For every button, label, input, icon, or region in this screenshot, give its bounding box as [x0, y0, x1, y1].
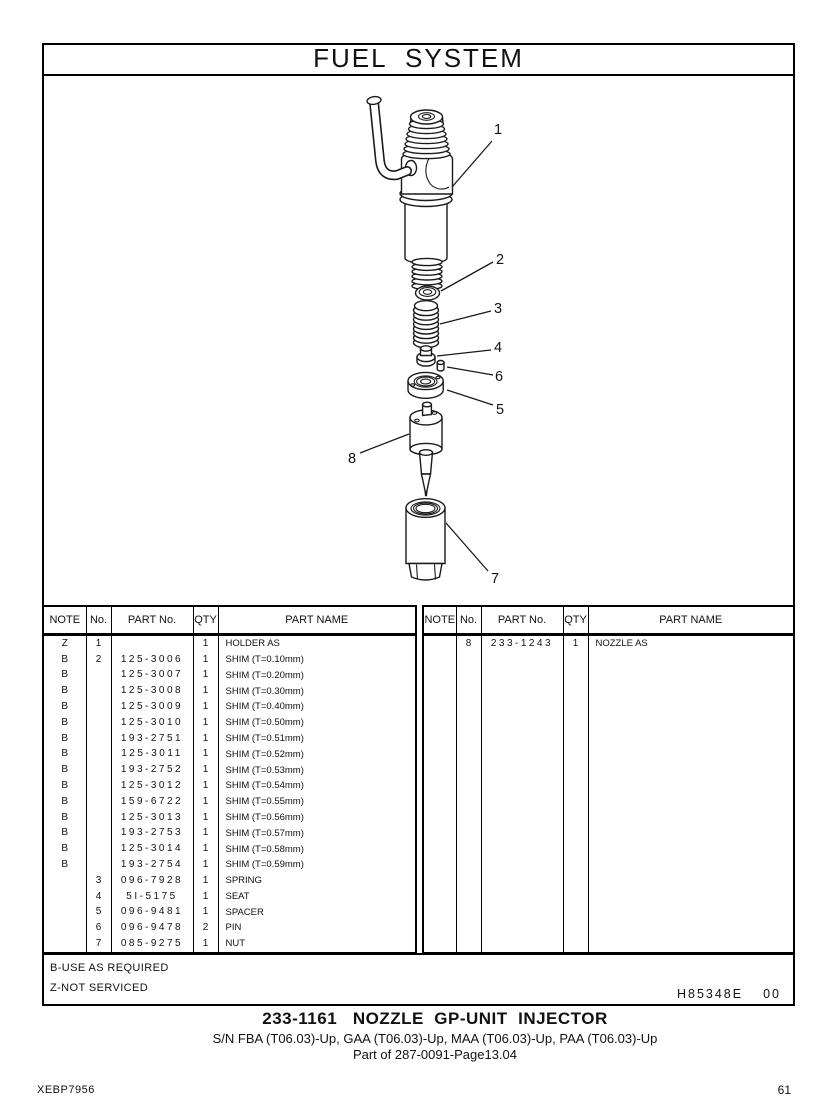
cell-qty	[563, 905, 588, 921]
cell-part-name	[588, 683, 794, 699]
cell-note: B	[43, 794, 86, 810]
cell-part-name	[588, 794, 794, 810]
cell-part-no: 096-9481	[111, 905, 193, 921]
col-header-part-no: PART No.	[481, 606, 563, 635]
table-row	[423, 652, 794, 668]
cell-no	[456, 794, 481, 810]
cell-part-name	[588, 920, 794, 936]
table-row	[43, 873, 416, 889]
cell-qty	[563, 699, 588, 715]
cell-qty	[563, 668, 588, 684]
col-header-note: NOTE	[43, 606, 86, 635]
cell-note: B	[43, 778, 86, 794]
table-row	[423, 810, 794, 826]
cell-qty: 1	[193, 889, 218, 905]
cell-qty: 1	[193, 715, 218, 731]
cell-part-name	[588, 778, 794, 794]
cell-no: 8	[456, 635, 481, 652]
callout-5: 5	[495, 402, 505, 418]
cell-note	[423, 652, 456, 668]
cell-part-no	[481, 731, 563, 747]
page-number: 61	[777, 1083, 791, 1097]
cell-no	[456, 699, 481, 715]
col-header-note: NOTE	[423, 606, 456, 635]
parts-table-right	[422, 605, 795, 954]
cell-no	[86, 810, 111, 826]
cell-no	[456, 889, 481, 905]
cell-note	[43, 889, 86, 905]
cell-no: 5	[86, 905, 111, 921]
caption-part-of: Part of 287-0091-Page13.04	[352, 1047, 518, 1062]
cell-part-no	[481, 699, 563, 715]
table-row	[43, 699, 416, 715]
cell-part-no	[481, 857, 563, 873]
cell-part-name: SHIM (T=0.30mm)	[218, 683, 416, 699]
cell-no	[456, 826, 481, 842]
table-row	[43, 810, 416, 826]
cell-part-no	[481, 668, 563, 684]
cell-qty	[563, 873, 588, 889]
cell-note	[423, 762, 456, 778]
table-row	[43, 905, 416, 921]
cell-qty	[563, 810, 588, 826]
cell-no	[456, 715, 481, 731]
caption-serial-numbers: S/N FBA (T06.03)-Up, GAA (T06.03)-Up, MAA (T06.03)-Up, PAA (T06.03)-Up	[212, 1031, 658, 1046]
cell-part-no: 159-6722	[111, 794, 193, 810]
callout-1: 1	[493, 122, 503, 138]
cell-part-name	[588, 905, 794, 921]
cell-no	[86, 683, 111, 699]
cell-qty: 1	[193, 778, 218, 794]
cell-part-name: SPACER	[218, 905, 416, 921]
cell-part-no: 193-2754	[111, 857, 193, 873]
cell-note	[423, 936, 456, 953]
cell-qty: 1	[193, 668, 218, 684]
cell-no	[86, 699, 111, 715]
table-row	[43, 794, 416, 810]
cell-part-no	[481, 905, 563, 921]
cell-qty	[563, 826, 588, 842]
cell-part-no	[481, 762, 563, 778]
cell-no	[86, 762, 111, 778]
cell-note: B	[43, 826, 86, 842]
callout-2: 2	[495, 252, 505, 268]
cell-note: B	[43, 668, 86, 684]
parts-table-left	[42, 605, 417, 954]
cell-part-no	[481, 826, 563, 842]
cell-part-name: HOLDER AS	[218, 635, 416, 652]
cell-note: B	[43, 683, 86, 699]
cell-part-name: NOZZLE AS	[588, 635, 794, 652]
cell-part-no	[481, 652, 563, 668]
nozzle-as-drawing	[410, 402, 442, 495]
cell-note: Z	[43, 635, 86, 652]
cell-part-name	[588, 810, 794, 826]
col-header-part-no: PART No.	[111, 606, 193, 635]
table-header-row	[43, 606, 416, 635]
cell-note	[423, 668, 456, 684]
cell-part-name	[588, 873, 794, 889]
table-row	[423, 841, 794, 857]
cell-note: B	[43, 762, 86, 778]
cell-note	[423, 905, 456, 921]
table-row	[43, 826, 416, 842]
cell-part-no: 125-3008	[111, 683, 193, 699]
drawing-ref-code: H85348E	[676, 987, 744, 1001]
table-row	[423, 635, 794, 652]
table-row	[43, 683, 416, 699]
cell-no	[86, 778, 111, 794]
callout-6: 6	[494, 369, 504, 385]
cell-note	[43, 873, 86, 889]
cell-note: B	[43, 699, 86, 715]
cell-part-name: SHIM (T=0.10mm)	[218, 652, 416, 668]
cell-part-name: SHIM (T=0.52mm)	[218, 747, 416, 763]
cell-no	[86, 826, 111, 842]
drawing-ref-revision: 00	[763, 987, 781, 1001]
cell-qty: 1	[193, 936, 218, 953]
cell-note	[423, 731, 456, 747]
cell-part-name	[588, 731, 794, 747]
nut-drawing	[406, 499, 445, 580]
cell-no	[456, 731, 481, 747]
cell-part-no	[481, 683, 563, 699]
cell-part-no	[481, 920, 563, 936]
cell-part-name: SHIM (T=0.50mm)	[218, 715, 416, 731]
cell-part-no: 125-3011	[111, 747, 193, 763]
col-header-part-name: PART NAME	[218, 606, 416, 635]
cell-part-name: PIN	[218, 920, 416, 936]
cell-qty: 1	[193, 731, 218, 747]
cell-qty: 1	[193, 747, 218, 763]
table-header-row	[423, 606, 794, 635]
cell-note	[423, 747, 456, 763]
exploded-diagram	[42, 76, 795, 605]
holder-as-drawing	[367, 96, 453, 290]
note-z: Z-NOT SERVICED	[50, 982, 149, 994]
table-row	[43, 652, 416, 668]
table-row	[43, 762, 416, 778]
cell-note	[423, 889, 456, 905]
cell-qty: 1	[193, 810, 218, 826]
cell-note	[423, 857, 456, 873]
cell-part-name	[588, 715, 794, 731]
caption-title: 233-1161 NOZZLE GP-UNIT INJECTOR	[262, 1009, 608, 1028]
cell-note	[423, 920, 456, 936]
spacer-drawing	[408, 372, 443, 398]
cell-note	[423, 794, 456, 810]
cell-no: 1	[86, 635, 111, 652]
table-row	[43, 668, 416, 684]
cell-no	[456, 810, 481, 826]
cell-part-no: 096-9478	[111, 920, 193, 936]
callout-8: 8	[347, 451, 357, 467]
cell-note	[423, 715, 456, 731]
cell-part-no: 125-3007	[111, 668, 193, 684]
cell-part-no: 193-2753	[111, 826, 193, 842]
cell-qty: 1	[193, 857, 218, 873]
cell-qty	[563, 889, 588, 905]
cell-note	[423, 826, 456, 842]
cell-part-name	[588, 889, 794, 905]
cell-part-no	[111, 635, 193, 652]
col-header-part-name: PART NAME	[588, 606, 794, 635]
cell-part-no: 125-3010	[111, 715, 193, 731]
cell-part-name	[588, 857, 794, 873]
cell-part-name: SEAT	[218, 889, 416, 905]
cell-part-no	[481, 810, 563, 826]
cell-qty: 1	[193, 794, 218, 810]
cell-note	[423, 635, 456, 652]
drawing-reference	[677, 987, 781, 1001]
cell-note	[423, 810, 456, 826]
document-code: XEBP7956	[37, 1084, 95, 1096]
table-row	[43, 715, 416, 731]
cell-no	[86, 747, 111, 763]
cell-no	[456, 762, 481, 778]
cell-qty: 1	[193, 652, 218, 668]
cell-note	[43, 905, 86, 921]
cell-note	[423, 683, 456, 699]
cell-qty: 1	[193, 699, 218, 715]
cell-part-no: 125-3006	[111, 652, 193, 668]
cell-qty	[563, 920, 588, 936]
cell-part-name: SHIM (T=0.20mm)	[218, 668, 416, 684]
injector-diagram-svg	[42, 76, 795, 605]
col-header-no: No.	[86, 606, 111, 635]
cell-no	[86, 715, 111, 731]
cell-part-name	[588, 699, 794, 715]
cell-no	[86, 857, 111, 873]
cell-note	[423, 699, 456, 715]
cell-no	[456, 747, 481, 763]
cell-note	[423, 778, 456, 794]
cell-qty	[563, 762, 588, 778]
cell-part-no	[481, 841, 563, 857]
table-row	[423, 762, 794, 778]
cell-part-name	[588, 762, 794, 778]
parts-tables	[42, 605, 795, 953]
cell-part-name: SHIM (T=0.55mm)	[218, 794, 416, 810]
table-row	[423, 668, 794, 684]
cell-part-no	[481, 778, 563, 794]
cell-part-name: SPRING	[218, 873, 416, 889]
cell-part-name	[588, 668, 794, 684]
cell-qty	[563, 794, 588, 810]
cell-qty: 1	[193, 683, 218, 699]
cell-part-no: 125-3009	[111, 699, 193, 715]
cell-qty: 2	[193, 920, 218, 936]
cell-no	[86, 731, 111, 747]
cell-part-name	[588, 652, 794, 668]
table-row	[423, 731, 794, 747]
table-row	[43, 841, 416, 857]
cell-note	[423, 841, 456, 857]
page-title: FUEL SYSTEM	[42, 43, 795, 76]
cell-note: B	[43, 810, 86, 826]
cell-note	[423, 873, 456, 889]
callout-7: 7	[490, 571, 500, 587]
cell-no: 4	[86, 889, 111, 905]
cell-note	[43, 920, 86, 936]
spring-drawing	[414, 301, 439, 348]
seat-drawing	[417, 346, 435, 366]
cell-note: B	[43, 731, 86, 747]
cell-part-no: 233-1243	[481, 635, 563, 652]
cell-no	[456, 936, 481, 953]
table-row	[423, 873, 794, 889]
cell-part-no: 125-3012	[111, 778, 193, 794]
cell-part-no: 5I-5175	[111, 889, 193, 905]
table-row	[423, 920, 794, 936]
table-row	[43, 889, 416, 905]
callout-3: 3	[493, 301, 503, 317]
cell-part-no	[481, 936, 563, 953]
cell-part-no: 085-9275	[111, 936, 193, 953]
table-row	[423, 778, 794, 794]
cell-qty: 1	[563, 635, 588, 652]
cell-note: B	[43, 715, 86, 731]
cell-part-no: 193-2751	[111, 731, 193, 747]
cell-part-name	[588, 826, 794, 842]
table-row	[423, 747, 794, 763]
cell-part-no: 096-7928	[111, 873, 193, 889]
cell-qty: 1	[193, 762, 218, 778]
cell-no	[86, 841, 111, 857]
cell-no	[456, 668, 481, 684]
cell-qty: 1	[193, 635, 218, 652]
cell-qty: 1	[193, 873, 218, 889]
cell-no	[456, 652, 481, 668]
cell-no: 3	[86, 873, 111, 889]
cell-part-name: SHIM (T=0.58mm)	[218, 841, 416, 857]
table-row	[43, 747, 416, 763]
callout-4: 4	[493, 340, 503, 356]
cell-note: B	[43, 652, 86, 668]
sheet	[42, 43, 795, 1006]
col-header-no: No.	[456, 606, 481, 635]
cell-part-no	[481, 794, 563, 810]
cell-part-name: SHIM (T=0.54mm)	[218, 778, 416, 794]
table-row	[43, 857, 416, 873]
cell-part-name: SHIM (T=0.56mm)	[218, 810, 416, 826]
table-row	[43, 936, 416, 953]
cell-qty	[563, 936, 588, 953]
shim-drawing	[416, 286, 440, 300]
cell-part-name: SHIM (T=0.53mm)	[218, 762, 416, 778]
table-row	[43, 778, 416, 794]
cell-part-no: 125-3013	[111, 810, 193, 826]
table-row	[423, 857, 794, 873]
pin-drawing	[437, 361, 444, 372]
cell-qty	[563, 857, 588, 873]
table-row	[43, 920, 416, 936]
cell-part-no: 125-3014	[111, 841, 193, 857]
cell-qty: 1	[193, 826, 218, 842]
cell-note	[43, 936, 86, 953]
col-header-qty: QTY	[193, 606, 218, 635]
table-row	[423, 826, 794, 842]
cell-part-no	[481, 715, 563, 731]
cell-qty: 1	[193, 905, 218, 921]
note-b: B-USE AS REQUIRED	[50, 962, 169, 974]
cell-no	[456, 841, 481, 857]
col-header-qty: QTY	[563, 606, 588, 635]
cell-qty: 1	[193, 841, 218, 857]
cell-part-no	[481, 747, 563, 763]
cell-no	[456, 873, 481, 889]
cell-qty	[563, 747, 588, 763]
table-row	[423, 699, 794, 715]
cell-note: B	[43, 857, 86, 873]
table-row	[43, 635, 416, 652]
cell-no	[456, 920, 481, 936]
cell-qty	[563, 652, 588, 668]
cell-part-name: SHIM (T=0.51mm)	[218, 731, 416, 747]
cell-part-name: SHIM (T=0.59mm)	[218, 857, 416, 873]
table-row	[423, 683, 794, 699]
cell-part-name	[588, 747, 794, 763]
cell-part-no: 193-2752	[111, 762, 193, 778]
cell-part-name: SHIM (T=0.57mm)	[218, 826, 416, 842]
cell-part-name	[588, 936, 794, 953]
table-row	[423, 715, 794, 731]
figure-caption	[42, 1009, 828, 1062]
table-row	[423, 905, 794, 921]
cell-no: 6	[86, 920, 111, 936]
cell-qty	[563, 841, 588, 857]
cell-qty	[563, 683, 588, 699]
cell-part-name	[588, 841, 794, 857]
cell-no	[456, 857, 481, 873]
cell-no: 7	[86, 936, 111, 953]
table-row	[423, 794, 794, 810]
table-row	[43, 731, 416, 747]
cell-no	[86, 668, 111, 684]
cell-part-name: SHIM (T=0.40mm)	[218, 699, 416, 715]
cell-no	[456, 778, 481, 794]
cell-no	[456, 683, 481, 699]
cell-qty	[563, 715, 588, 731]
cell-part-name: NUT	[218, 936, 416, 953]
table-row	[423, 889, 794, 905]
cell-qty	[563, 778, 588, 794]
cell-part-no	[481, 889, 563, 905]
cell-note: B	[43, 841, 86, 857]
cell-qty	[563, 731, 588, 747]
cell-no	[86, 794, 111, 810]
table-row	[423, 936, 794, 953]
notes-box	[42, 953, 795, 1006]
cell-part-no	[481, 873, 563, 889]
cell-note: B	[43, 747, 86, 763]
cell-no	[456, 905, 481, 921]
cell-no: 2	[86, 652, 111, 668]
